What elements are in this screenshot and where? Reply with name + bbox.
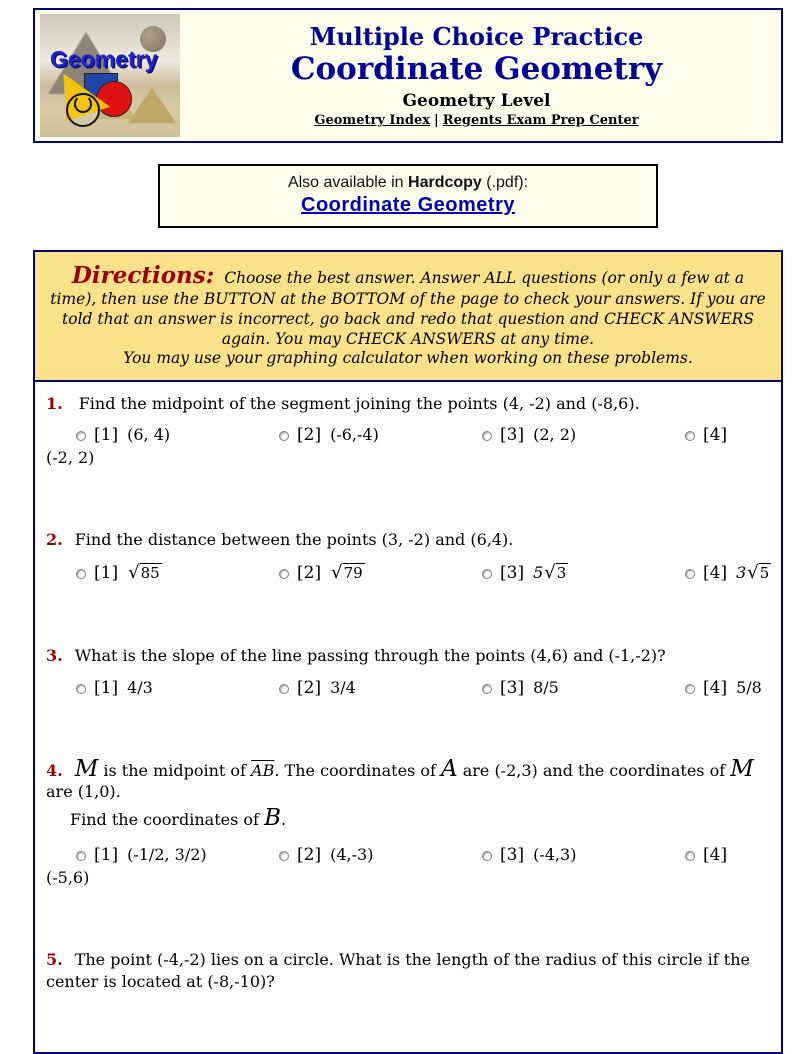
option-value-wrapped: (-5,6) [46,868,90,888]
option-row-item [482,425,685,445]
segment-AB-overline: $\overline{AB}$ [251,760,275,780]
regents-exam-prep-link[interactable]: Regents Exam Prep Center [442,113,639,129]
hardcopy-suffix: (.pdf): [481,174,529,191]
hardcopy-pdf-link[interactable]: Coordinate Geometry [301,194,515,216]
question-5-number: 5. [46,950,63,970]
logo-text: Geometry [50,46,158,72]
question-4-line [46,755,770,803]
geometry-logo [40,14,180,137]
directions-box [35,252,781,382]
header-banner [33,8,783,143]
radio-q2-option2[interactable] [279,569,289,579]
option-label: [2] [297,677,322,698]
option-row-item [76,678,279,698]
header-nav [180,113,773,128]
question-4-text: are (1,0). [46,782,121,802]
question-4-text: . The coordinates of [274,760,441,780]
geometry-index-link[interactable]: Geometry Index [314,113,431,129]
nav-separator: | [434,113,439,129]
question-2-options [46,562,770,583]
option-row-item [685,678,762,698]
question-4-find-line [46,804,770,831]
option-label: [4] [703,563,728,584]
radio-q3-option4[interactable] [685,684,695,694]
hardcopy-text [160,174,656,192]
radio-q4-option2[interactable] [279,851,289,861]
radio-q3-option3[interactable] [482,684,492,694]
question-1-line [46,393,770,415]
radicand: 79 [343,564,363,583]
option-label: [2] [297,425,322,446]
directions-label: Directions: [71,262,215,289]
radio-q4-option4[interactable] [685,851,695,861]
question-2-line [46,529,770,551]
question-4-text: is the midpoint of [98,760,252,780]
spiral-icon [74,95,92,113]
option-value-wrapped: (-2, 2) [46,448,95,468]
page-title: Multiple Choice Practice [309,21,644,51]
option-label: [3] [500,563,525,584]
option-row-item [482,678,685,698]
question-1 [46,393,770,468]
hardcopy-bold: Hardcopy [408,174,482,191]
radicand: 85 [140,564,160,583]
questions-area [35,382,781,1053]
radical-coefficient: 3 [736,563,747,583]
quiz-table [33,250,783,1054]
question-4 [46,755,770,888]
option-value: (2, 2) [533,425,577,445]
question-5-text: The point (-4,-2) lies on a circle. What is the length of the radius of this circle if the center is located at (-8,-10)? [46,950,750,991]
question-4-text: are (-2,3) and the coordinates of [457,760,731,780]
option-value: (6, 4) [127,425,171,445]
question-3-number: 3. [46,646,63,666]
option-row-item [76,562,279,583]
question-2-text: Find the distance between the points (3, -2) and (6,4). [74,530,514,550]
option-value: 8/5 [533,677,559,697]
option-label: [1] [94,845,119,866]
radio-q4-option1[interactable] [76,851,86,861]
question-5-line [46,949,770,992]
sqrt-icon: √ [331,562,343,584]
page-subtitle-topic: Coordinate Geometry [290,51,663,88]
page-wrapper [33,8,783,1054]
radio-q1-option2[interactable] [279,431,289,441]
question-3 [46,645,770,698]
level-label: Geometry Level [402,90,551,111]
math-var-B: B [264,804,281,831]
radio-q1-option4[interactable] [685,431,695,441]
radio-q2-option3[interactable] [482,569,492,579]
option-value: 3/4 [330,677,356,697]
question-4-options [46,845,770,865]
question-1-number: 1. [46,393,63,413]
option-row-item [76,845,279,865]
question-1-text: Find the midpoint of the segment joining the points (4, -2) and (-8,6). [78,393,640,413]
geometry-shapes-icon [58,69,138,131]
question-4-text: Find the coordinates of [70,809,265,829]
hardcopy-box [158,164,658,228]
question-3-options [46,678,770,698]
sqrt-icon: √ [747,562,759,584]
sqrt-icon: √ [544,562,556,584]
option-row-item [482,845,685,865]
option-label: [3] [500,677,525,698]
option-label: [1] [94,563,119,584]
option-row-item [685,425,736,445]
directions-body: Choose the best answer. Answer ALL questions (or only a few at a time), then use the BUTTON at the BOTTOM of the page to check your answers. If you are told that an answer is incorrect, go back and redo that question and CHECK ANSWERS again. You may CHECK ANSWERS at any time. [50,269,766,348]
option-value: (4,-3) [330,845,374,865]
question-1-options [46,425,770,445]
radio-q3-option2[interactable] [279,684,289,694]
option-row-item [279,562,482,583]
math-var-A: A [440,755,458,782]
option-value: (-4,3) [533,845,577,865]
directions-note: You may use your graphing calculator when working on these problems. [123,349,693,368]
option-value: (-6,-4) [330,425,379,445]
option-value: 4/3 [127,677,153,697]
question-4-text: . [280,809,287,829]
option-label: [4] [703,425,728,446]
option-row-item [279,425,482,445]
option-row-item [482,562,685,583]
radicand: 3 [556,564,567,583]
option-row-item [685,845,736,865]
option-label: [2] [297,845,322,866]
radical-coefficient: 5 [533,563,544,583]
question-4-number: 4. [46,760,63,780]
radio-q2-option1[interactable] [76,569,86,579]
radio-q3-option1[interactable] [76,684,86,694]
option-label: [1] [94,425,119,446]
option-label: [2] [297,563,322,584]
radio-q1-option1[interactable] [76,431,86,441]
question-3-text: What is the slope of the line passing through the points (4,6) and (-1,-2)? [74,646,666,666]
hardcopy-prefix: Also available in [287,174,409,191]
math-var-M: M [730,755,754,782]
radio-q2-option4[interactable] [685,569,695,579]
option-label: [3] [500,845,525,866]
question-2-number: 2. [46,530,63,550]
radicand: 5 [759,564,770,583]
option-row-item [279,845,482,865]
option-value: (-1/2, 3/2) [127,845,207,865]
math-var-M: M [74,755,99,782]
option-row-item [76,425,279,445]
option-row-item [685,562,771,583]
question-3-line [46,645,770,667]
option-label: [4] [703,677,728,698]
radio-q4-option3[interactable] [482,851,492,861]
question-2 [46,529,770,583]
sqrt-icon: √ [128,562,140,584]
question-5 [46,949,770,992]
radio-q1-option3[interactable] [482,431,492,441]
option-label: [4] [703,845,728,866]
option-label: [1] [94,677,119,698]
option-label: [3] [500,425,525,446]
header-titles [180,23,781,128]
option-row-item [279,678,482,698]
option-value: 5/8 [736,677,762,697]
